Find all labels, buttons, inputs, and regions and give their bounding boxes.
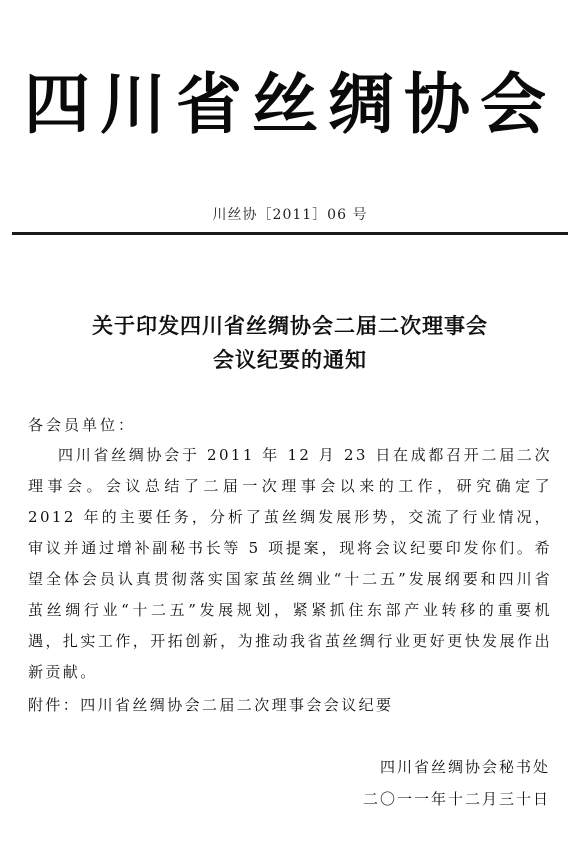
body-paragraph: 四川省丝绸协会于 2011 年 12 月 23 日在成都召开二届二次理事会。会议总结了二届一次理事会以来的工作，研究确定了 2012 年的主要任务，分析了茧丝绸发展形势，交流了行业情况，审议并通过增补副秘书长等 5 项提案，现将会议纪要印发你们。希望全体会员认真贯彻落实国家茧丝绸业“十二五”发展纲要和四川省茧丝绸行业“十二五”发展规划，紧紧抓住东部产业转移的重要机遇，扎实工作，开拓创新，为推动我省茧丝绸行业更好更快发展作出新贡献。: [28, 446, 552, 681]
salutation: 各会员单位：: [28, 416, 137, 434]
notice-title-line-1: 关于印发四川省丝绸协会二届二次理事会: [92, 314, 488, 338]
notice-title-line-2: 会议纪要的通知: [213, 348, 367, 372]
issue-date: 二〇一一年十二月三十日: [362, 790, 550, 808]
organization-masthead: 四川省丝绸协会: [24, 65, 556, 143]
signer: 四川省丝绸协会秘书处: [379, 758, 550, 776]
header-divider: [12, 232, 568, 235]
document-number: 川丝协［2011］06 号: [212, 207, 368, 223]
attachment-line: 附件：四川省丝绸协会二届二次理事会会议纪要: [28, 696, 394, 714]
